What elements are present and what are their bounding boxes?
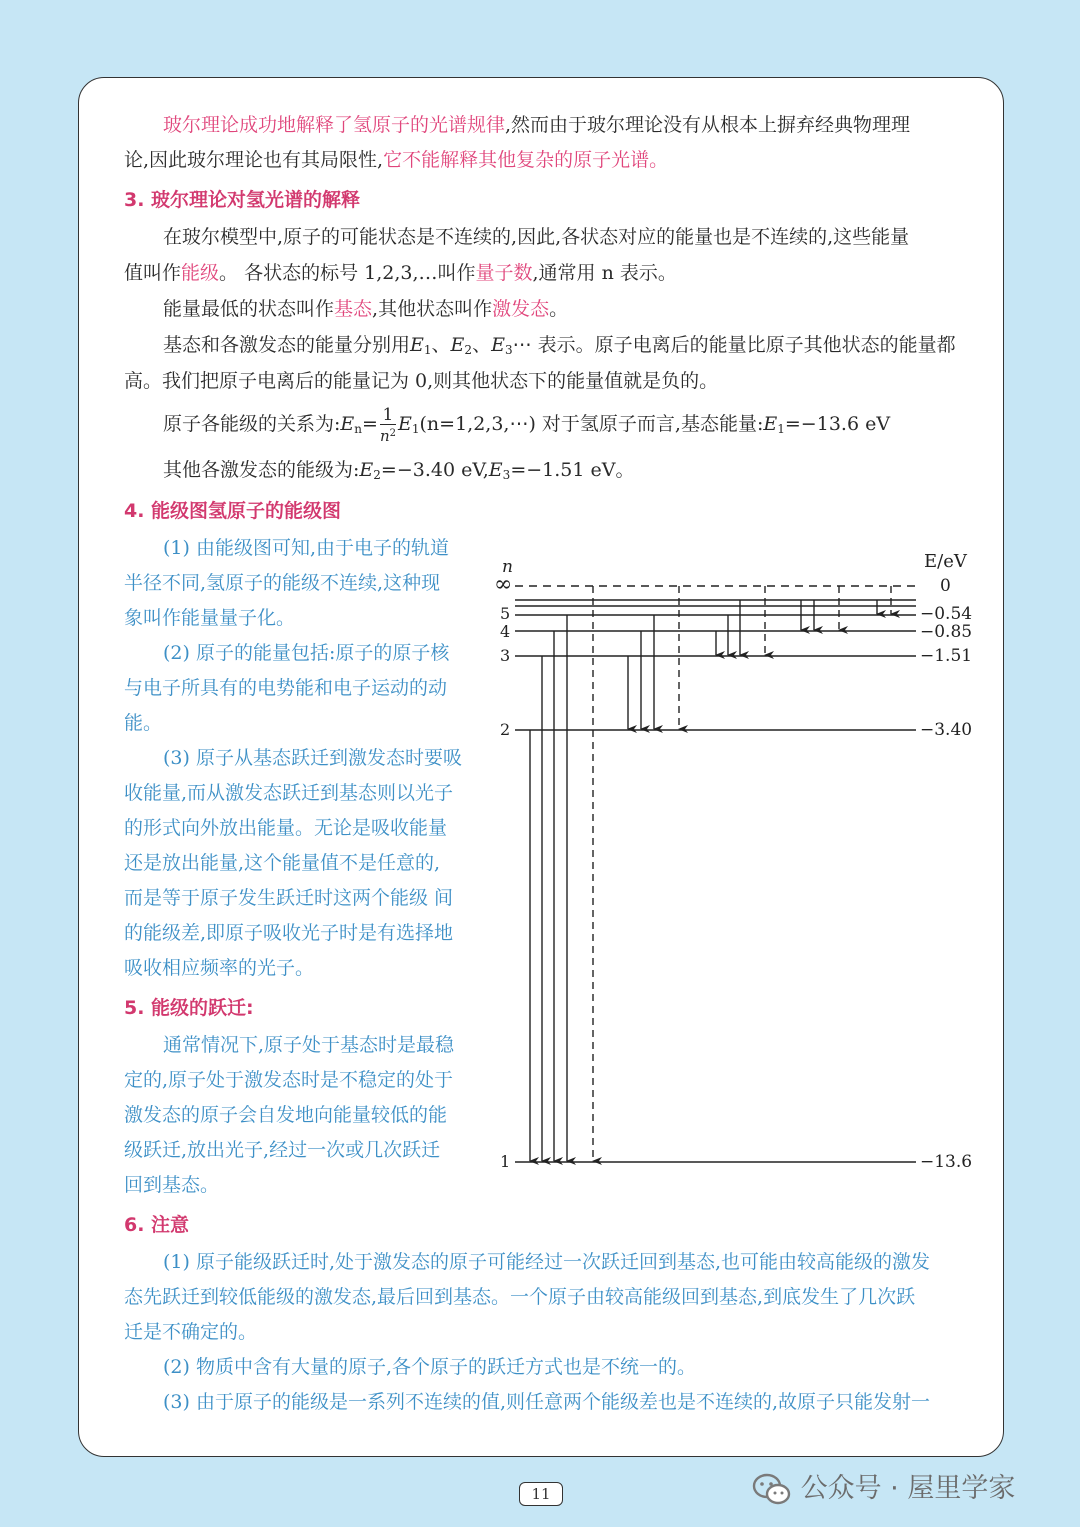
s4-line: 能。 xyxy=(124,712,163,734)
watermark xyxy=(752,1466,1015,1507)
s4-line: 吸收相应频率的光子。 xyxy=(124,957,315,979)
level-energy-label: −0.85 xyxy=(920,622,973,642)
section-6-heading: 6. 注意 xyxy=(124,1214,190,1236)
s6-line: 迁是不确定的。 xyxy=(124,1321,258,1343)
s3-p1-line-1: 在玻尔模型中,原子的可能状态是不连续的,因此,各状态对应的能量也是不连续的,这些能量 xyxy=(163,226,910,248)
fraction-1-over-n2: $\frac{1}{n^2}$ xyxy=(379,404,396,445)
level-n-label: 1 xyxy=(500,1152,511,1171)
s3-p2: 能量最低的状态叫作基态,其他状态叫作激发态。 xyxy=(163,298,569,320)
s6-line: (2) 物质中含有大量的原子,各个原子的跃迁方式也是不统一的。 xyxy=(163,1356,696,1378)
s3-formula-line: 原子各能级的关系为$:E_n=$ $\frac{1}{n^2}$ $E_1(n=1,2,3,\cdots)$ 对于氢原子而言,基态能量$:E_1=-13.6$ eV xyxy=(163,404,891,445)
level-energy-label: 0 xyxy=(940,576,951,596)
s5-line: 通常情况下,原子处于基态时是最稳 xyxy=(163,1034,455,1056)
section-4-heading: 4. 能级图氢原子的能级图 xyxy=(124,500,342,522)
section-5-heading: 5. 能级的跃迁: xyxy=(124,997,254,1019)
s4-line: (2) 原子的能量包括:原子的原子核 xyxy=(163,642,450,664)
section-3-heading: 3. 玻尔理论对氢光谱的解释 xyxy=(124,189,361,211)
level-n-label: ∞ xyxy=(494,572,513,597)
intro-line-2: 论,因此玻尔理论也有其局限性,它不能解释其他复杂的原子光谱。 xyxy=(124,149,669,171)
s6-line: 态先跃迁到较低能级的激发态,最后回到基态。一个原子由较高能级回到基态,到底发生了几次跃 xyxy=(124,1286,916,1308)
watermark-text: 公众号 · 屋里学家 xyxy=(800,1473,1016,1504)
s6-line: (3) 由于原子的能级是一系列不连续的值,则任意两个能级差也是不连续的,故原子只能发射一 xyxy=(163,1391,931,1413)
s3-p1-line-2: 值叫作能级。 各状态的标号 1,2,3,…叫作量子数,通常用 n 表示。 xyxy=(124,262,677,284)
level-energy-label: −13.6 xyxy=(920,1152,973,1172)
s5-line: 激发态的原子会自发地向能量较低的能 xyxy=(124,1104,448,1126)
s5-line: 级跃迁,放出光子,经过一次或几次跃迁 xyxy=(124,1139,441,1161)
level-n-label: 3 xyxy=(500,646,511,665)
energy-axis-label: E/eV xyxy=(924,551,967,572)
level-n-label: 2 xyxy=(500,720,511,739)
s3-p3-line-1: 基态和各激发态的能量分别用$E_1$、$E_2$、$E_3\cdots$ 表示。原子电离后的能量比原子其他状态的能量都 xyxy=(163,334,956,357)
s4-line: 的能级差,即原子吸收光子时是有选择地 xyxy=(124,922,454,944)
s4-line: 象叫作能量量子化。 xyxy=(124,607,296,629)
s4-line: 收能量,而从激发态跃迁到基态则以光子 xyxy=(124,782,454,804)
s4-line: 与电子所具有的电势能和电子运动的动 xyxy=(124,677,448,699)
s4-line: (1) 由能级图可知,由于电子的轨道 xyxy=(163,537,449,559)
n-axis-label: n xyxy=(502,557,513,577)
s4-line: 的形式向外放出能量。无论是吸收能量 xyxy=(124,817,448,839)
level-energy-label: −1.51 xyxy=(920,646,973,666)
s4-line: (3) 原子从基态跃迁到激发态时要吸 xyxy=(163,747,462,769)
level-energy-label: −0.54 xyxy=(920,604,973,624)
level-n-label: 5 xyxy=(500,604,511,623)
s5-line: 回到基态。 xyxy=(124,1174,220,1196)
level-n-label: 4 xyxy=(500,622,511,641)
s4-line: 而是等于原子发生跃迁时这两个能级 间 xyxy=(124,887,454,909)
s3-p3-line-2: 高。我们把原子电离后的能量记为 0,则其他状态下的能量值就是负的。 xyxy=(124,370,719,392)
s6-line: (1) 原子能级跃迁时,处于激发态的原子可能经过一次跃迁回到基态,也可能由较高能级的激发 xyxy=(163,1251,931,1273)
s4-line: 半径不同,氢原子的能级不连续,这种现 xyxy=(124,572,441,594)
intro-line-1: 玻尔理论成功地解释了氢原子的光谱规律,然而由于玻尔理论没有从根本上摒弃经典物理理 xyxy=(163,114,911,136)
s3-p5: 其他各激发态的能级为$:E_2=-3.40$ $eV,E_3=-1.51$ eV。 xyxy=(163,459,635,482)
wechat-icon xyxy=(752,1473,792,1507)
s4-line: 还是放出能量,这个能量值不是任意的, xyxy=(124,852,441,874)
page-number: 11 xyxy=(519,1482,563,1506)
level-energy-label: −3.40 xyxy=(920,720,973,740)
s5-line: 定的,原子处于激发态时是不稳定的处于 xyxy=(124,1069,454,1091)
